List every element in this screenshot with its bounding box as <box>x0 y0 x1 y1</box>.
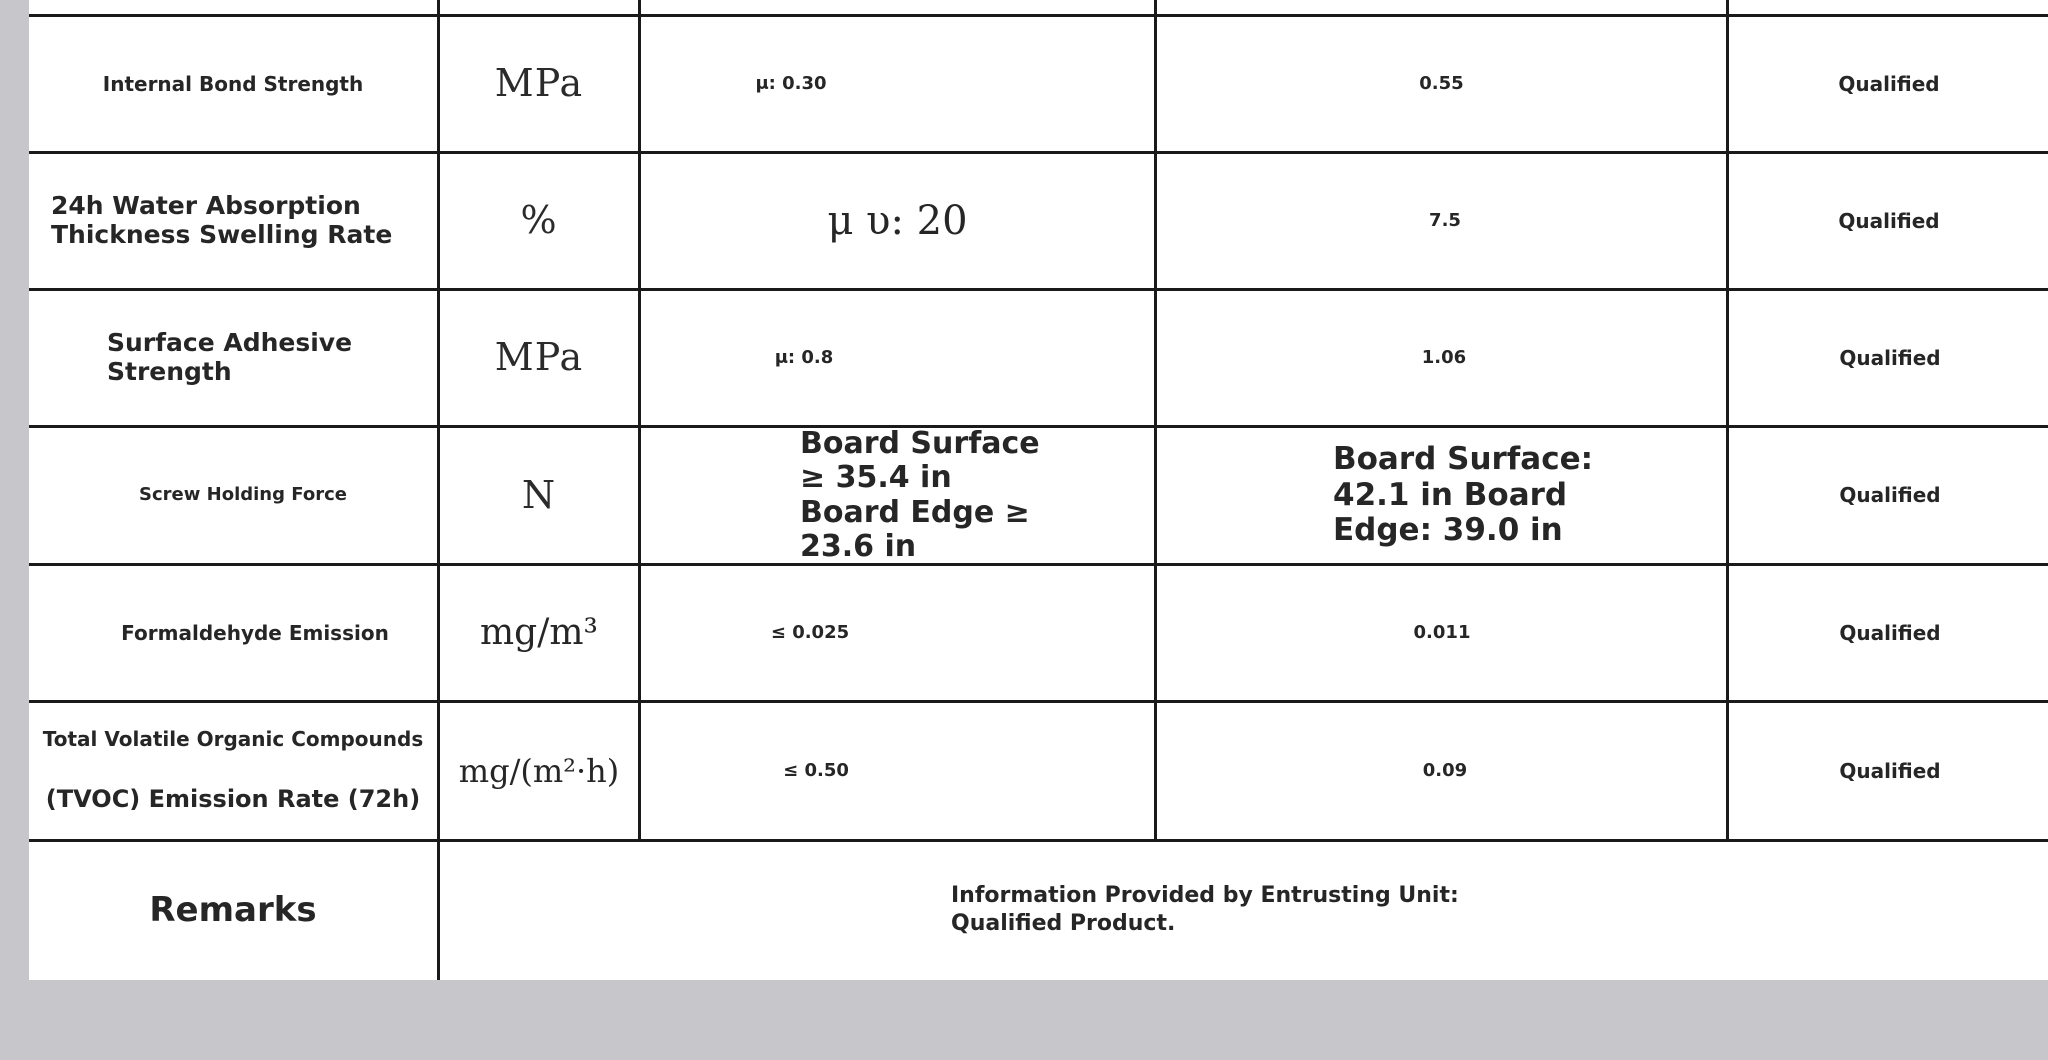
property-line-1: Total Volatile Organic Compounds <box>42 727 424 751</box>
unit-cell: MPa <box>494 61 584 106</box>
conclusion-cell: Qualified <box>1839 483 1941 507</box>
conclusion-cell: Qualified <box>1838 71 1940 96</box>
unit-cell: MPa <box>494 335 584 380</box>
remarks-content <box>951 882 1651 937</box>
property-cell: Internal Bond Strength <box>102 71 364 96</box>
remarks-line-1: Information Provided by Entrusting Unit: <box>951 883 1459 908</box>
result-cell: 0.011 <box>1413 621 1471 643</box>
property-cell: Surface Adhesive Strength <box>107 328 353 386</box>
test-report-table <box>29 0 2048 980</box>
conclusion-cell: Qualified <box>1838 208 1940 233</box>
result-cell: Board Surface: 42.1 in Board Edge: 39.0 in <box>1333 441 1594 549</box>
result-cell: 0.09 <box>1422 759 1468 781</box>
standard-cell: μ: 0.30 <box>755 72 827 94</box>
property-cell: Screw Holding Force <box>139 484 347 506</box>
result-cell: 7.5 <box>1429 209 1461 231</box>
result-cell: 0.55 <box>1419 72 1464 94</box>
property-cell <box>29 703 437 839</box>
property-line-2: (TVOC) Emission Rate (72h) <box>45 785 421 813</box>
standard-cell: μ: 0.8 <box>774 346 834 368</box>
conclusion-cell: Qualified <box>1839 758 1941 783</box>
unit-cell: % <box>520 198 558 243</box>
property-cell: Formaldehyde Emission <box>121 620 389 645</box>
standard-cell: μ υ: 20 <box>827 198 968 244</box>
remarks-line-2: Qualified Product. <box>951 910 1176 936</box>
conclusion-cell: Qualified <box>1839 620 1941 645</box>
unit-cell: N <box>521 472 557 517</box>
result-cell: 1.06 <box>1421 346 1467 368</box>
standard-cell: ≤ 0.025 <box>770 621 850 643</box>
conclusion-cell: Qualified <box>1839 345 1941 370</box>
property-cell: 24h Water Absorption Thickness Swelling Rate <box>51 191 393 249</box>
remarks-label: Remarks <box>149 890 317 931</box>
standard-cell: ≤ 0.50 <box>783 759 849 781</box>
unit-cell: mg/(m²·h) <box>458 751 620 790</box>
unit-cell: mg/m³ <box>480 612 598 654</box>
standard-cell: Board Surface ≥ 35.4 in Board Edge ≥ 23.6 in <box>800 425 1040 564</box>
